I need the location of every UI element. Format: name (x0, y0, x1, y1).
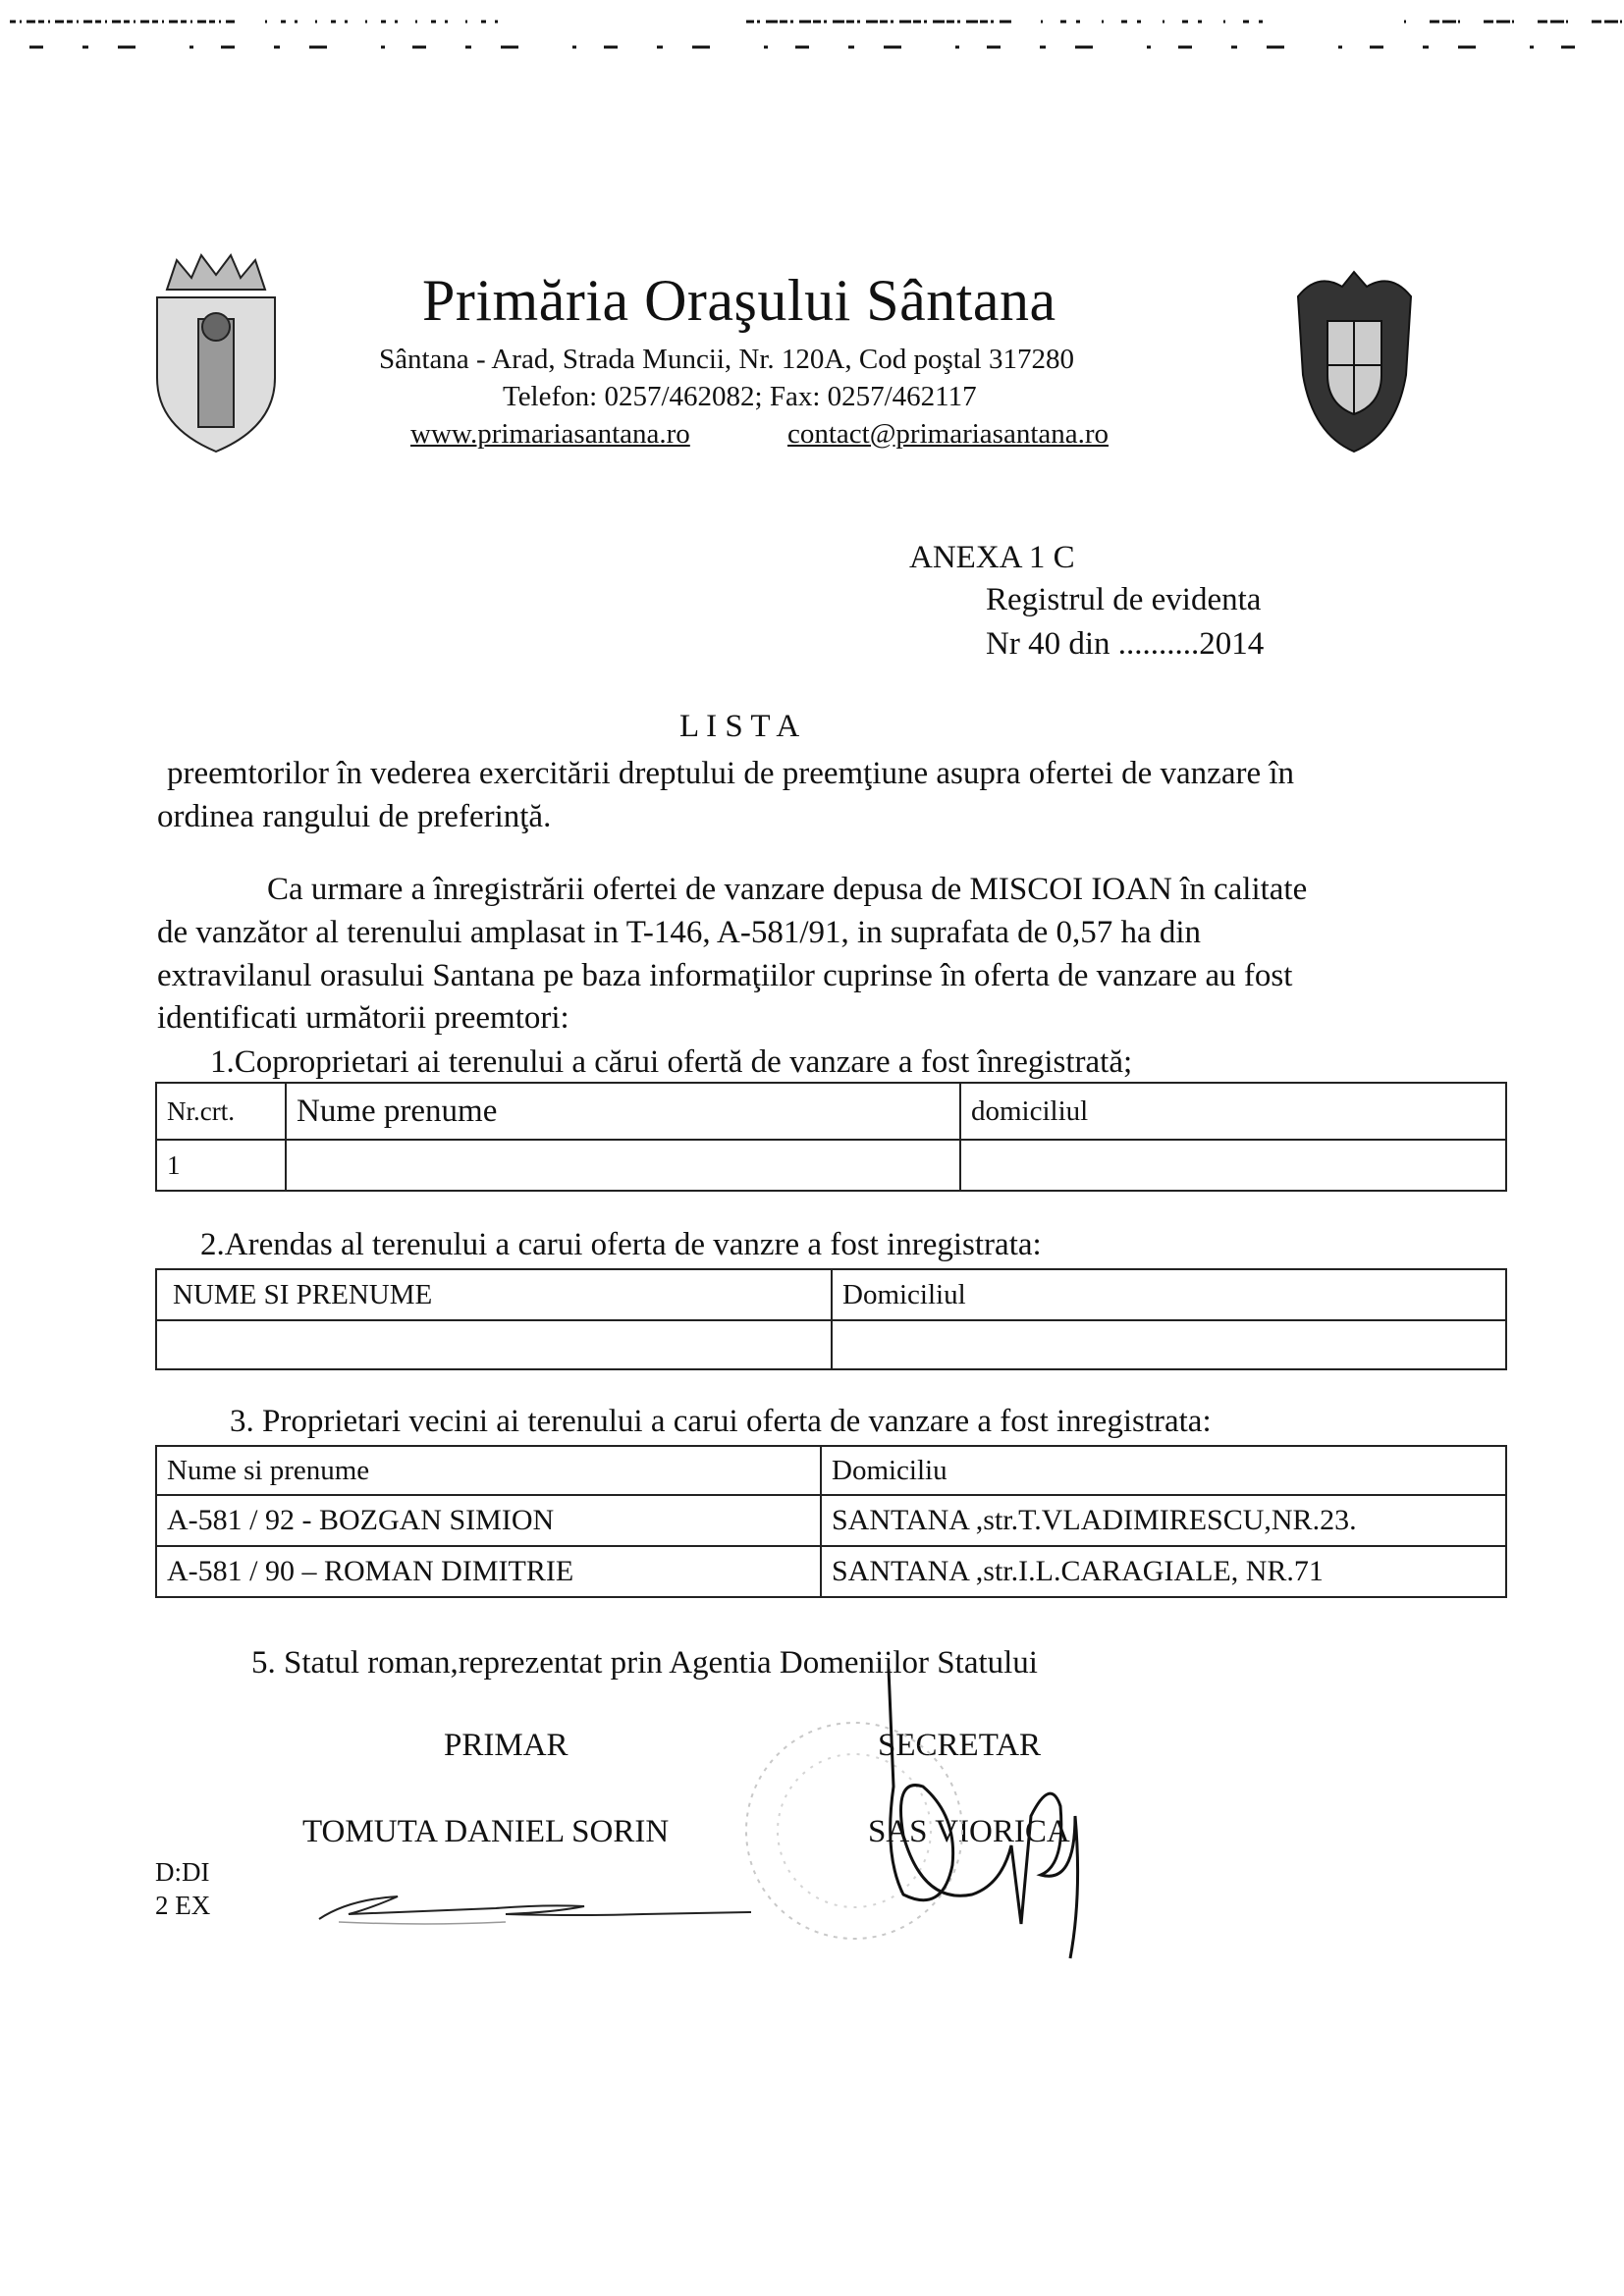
table-header-row (156, 1269, 1506, 1320)
paragraph-line-1: Ca urmare a înregistrării ofertei de vanzare depusa de MISCOI IOAN în calitate (267, 872, 1308, 907)
phone-fax-line: Telefon: 0257/462082; Fax: 0257/462117 (503, 381, 977, 412)
register-number: Nr 40 din ..........2014 (986, 626, 1265, 662)
secretary-signature (864, 1669, 1100, 1963)
table-cell (286, 1140, 960, 1191)
column-header: Domiciliu (821, 1446, 1506, 1495)
mayor-signature (309, 1885, 761, 1934)
table-cell (960, 1140, 1506, 1191)
section2-heading: 2.Arendas al terenului a carui oferta de vanzre a fost inregistrata: (200, 1227, 1042, 1262)
secretary-role: SECRETAR (878, 1728, 1042, 1763)
email-link[interactable]: contact@primariasantana.ro (787, 418, 1110, 450)
website-link[interactable]: www.primariasantana.ro (410, 418, 690, 450)
paragraph-line-2: de vanzător al terenului amplasat in T-146, A-581/91, in suprafata de 0,57 ha din (157, 915, 1202, 950)
mayor-role: PRIMAR (444, 1728, 568, 1763)
paragraph-line-3: extravilanul orasului Santana pe baza informaţiilor cuprinse în oferta de vanzare au fost (157, 958, 1293, 993)
address-line: Sântana - Arad, Strada Muncii, Nr. 120A, Cod poştal 317280 (379, 344, 1074, 375)
table-row (156, 1140, 1506, 1191)
footer-line-2: 2 EX (155, 1891, 211, 1920)
section5-text: 5. Statul roman,reprezentat prin Agentia Domeniilor Statului (251, 1645, 1038, 1681)
list-heading: L I S T A (679, 709, 800, 744)
table-header-row (156, 1083, 1506, 1140)
table-cell: A-581 / 90 – ROMAN DIMITRIE (156, 1546, 821, 1597)
subtitle-line-1: preemtorilor în vederea exercitării dreptului de preemţiune asupra ofertei de vanzare în (167, 756, 1295, 791)
column-header: domiciliul (960, 1083, 1506, 1140)
table-cell: SANTANA ,str.I.L.CARAGIALE, NR.71 (821, 1546, 1506, 1597)
table-header-row (156, 1446, 1506, 1495)
table-row (156, 1320, 1506, 1369)
scan-artifact-strip (0, 8, 1624, 55)
table-cell (156, 1320, 832, 1369)
page-title: Primăria Oraşului Sântana (422, 268, 1056, 333)
table-row (156, 1495, 1506, 1546)
paragraph-line-4: identificati următorii preemtori: (157, 1000, 569, 1036)
table-cell (832, 1320, 1506, 1369)
mayor-name: TOMUTA DANIEL SORIN (302, 1814, 670, 1849)
town-coat-of-arms-icon (147, 250, 285, 456)
table-row (156, 1546, 1506, 1597)
section1-heading: 1.Coproprietari ai terenului a cărui ofertă de vanzare a fost înregistrată; (210, 1044, 1133, 1080)
subtitle-line-2: ordinea rangului de preferinţă. (157, 799, 552, 834)
register-label: Registrul de evidenta (986, 582, 1262, 617)
table-cell: 1 (156, 1140, 286, 1191)
secretary-name: SAS VIORICA (868, 1814, 1070, 1849)
romania-coat-of-arms-icon (1288, 267, 1421, 454)
column-header: Nume si prenume (156, 1446, 821, 1495)
section3-heading: 3. Proprietari vecini ai terenului a carui oferta de vanzare a fost inregistrata: (230, 1404, 1212, 1439)
table-cell: SANTANA ,str.T.VLADIMIRESCU,NR.23. (821, 1495, 1506, 1546)
tenant-table (155, 1268, 1507, 1370)
column-header: Nr.crt. (156, 1083, 286, 1140)
annex-label: ANEXA 1 C (909, 540, 1075, 575)
footer-line-1: D:DI (155, 1857, 210, 1887)
column-header: NUME SI PRENUME (156, 1269, 832, 1320)
column-header: Domiciliul (832, 1269, 1506, 1320)
column-header: Nume prenume (286, 1083, 960, 1140)
coowners-table (155, 1082, 1507, 1192)
neighbors-table (155, 1445, 1507, 1598)
table-cell: A-581 / 92 - BOZGAN SIMION (156, 1495, 821, 1546)
